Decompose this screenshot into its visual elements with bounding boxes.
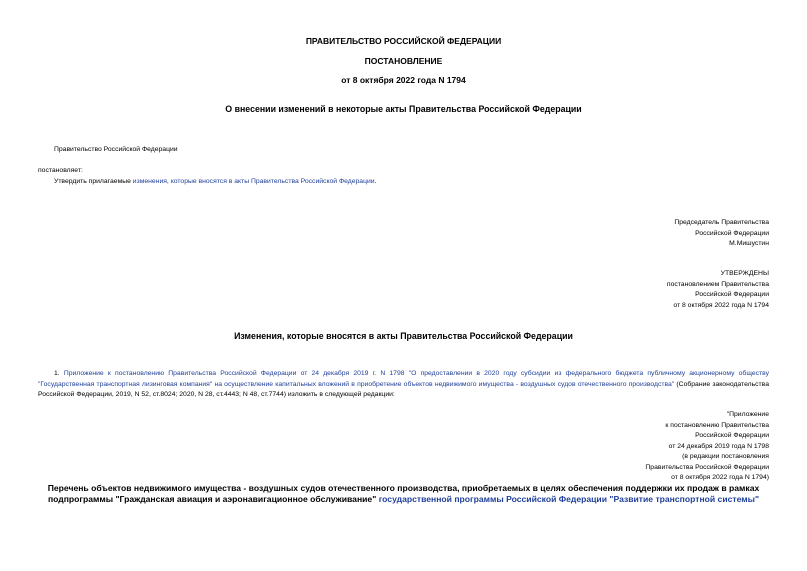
approved-label: УТВЕРЖДЕНЫ [720, 270, 769, 277]
document-title: О внесении изменений в некоторые акты Правительства Российской Федерации [225, 104, 582, 114]
list-title-main: Перечень объектов недвижимого имущества - воздушных судов отечественного производства, приобретаемых в целях обеспечения поддержки их продаж в рамках подпрограммы "Гражданская авиация и аэронавигационное обслуживание" [47, 483, 760, 504]
approve-prefix: Утвердить прилагаемые [54, 178, 133, 185]
approve-paragraph [54, 177, 376, 188]
appendix-line-2: к постановлению Правительства [665, 421, 769, 429]
appendix-line-7: от 8 октября 2022 года N 1794) [671, 474, 769, 481]
appendix-line-1: "Приложение [726, 411, 769, 418]
changes-link[interactable]: изменения, которые вносятся в акты Правительства Российской Федерации [132, 178, 375, 185]
state-program-link[interactable]: государственной программы Российской Федерации "Развитие транспортной системы" [378, 494, 760, 504]
signature-name: М.Мишустин [729, 240, 769, 247]
appendix-line-4: от 24 декабря 2019 года N 1798 [668, 442, 769, 450]
decides-text: постановляет: [38, 167, 83, 174]
appendix-reference [645, 410, 769, 484]
approve-suffix: . [374, 178, 377, 185]
appendix-line-5: (в редакции постановления [682, 453, 769, 460]
item-1-number: 1. [54, 370, 64, 377]
approved-organization: Российской Федерации [695, 291, 769, 298]
government-heading: ПРАВИТЕЛЬСТВО РОССИЙСКОЙ ФЕДЕРАЦИИ [305, 36, 502, 46]
document-date-number: от 8 октября 2022 года N 1794 [341, 75, 466, 85]
item-1-paragraph [38, 369, 769, 401]
signature-block [674, 218, 769, 250]
item-1-link[interactable]: Приложение к постановлению Правительства Российской Федерации от 24 декабря 2019 г. N 1798 "О предоставлении в 2020 году субсидии из федерального бюджета публичному акционерному обществу "Государственная транспортная лизинговая компания" на осуществление капитальных вложений в приобретение объектов недвижимого имущества - воздушных судов отечественного производства" [38, 370, 769, 388]
list-title [38, 483, 769, 505]
item-1-suffix: (Собрание законодательства Российской Федерации, 2019, N 52, ст.8024; 2020, N 28, ст.4443; N 48, ст.7744) изложить в следующей редакции: [38, 380, 769, 398]
approved-block [667, 269, 769, 311]
appendix-line-3: Российской Федерации [695, 432, 769, 439]
signature-position: Председатель Правительства [674, 219, 769, 226]
appendix-line-6: Правительства Российской Федерации [645, 463, 769, 471]
approved-by: постановлением Правительства [666, 280, 769, 288]
signature-organization: Российской Федерации [695, 229, 769, 237]
changes-title: Изменения, которые вносятся в акты Правительства Российской Федерации [234, 331, 573, 341]
issuer-text: Правительство Российской Федерации [54, 146, 178, 153]
document-type: ПОСТАНОВЛЕНИЕ [364, 56, 443, 66]
approved-date: от 8 октября 2022 года N 1794 [673, 301, 769, 309]
